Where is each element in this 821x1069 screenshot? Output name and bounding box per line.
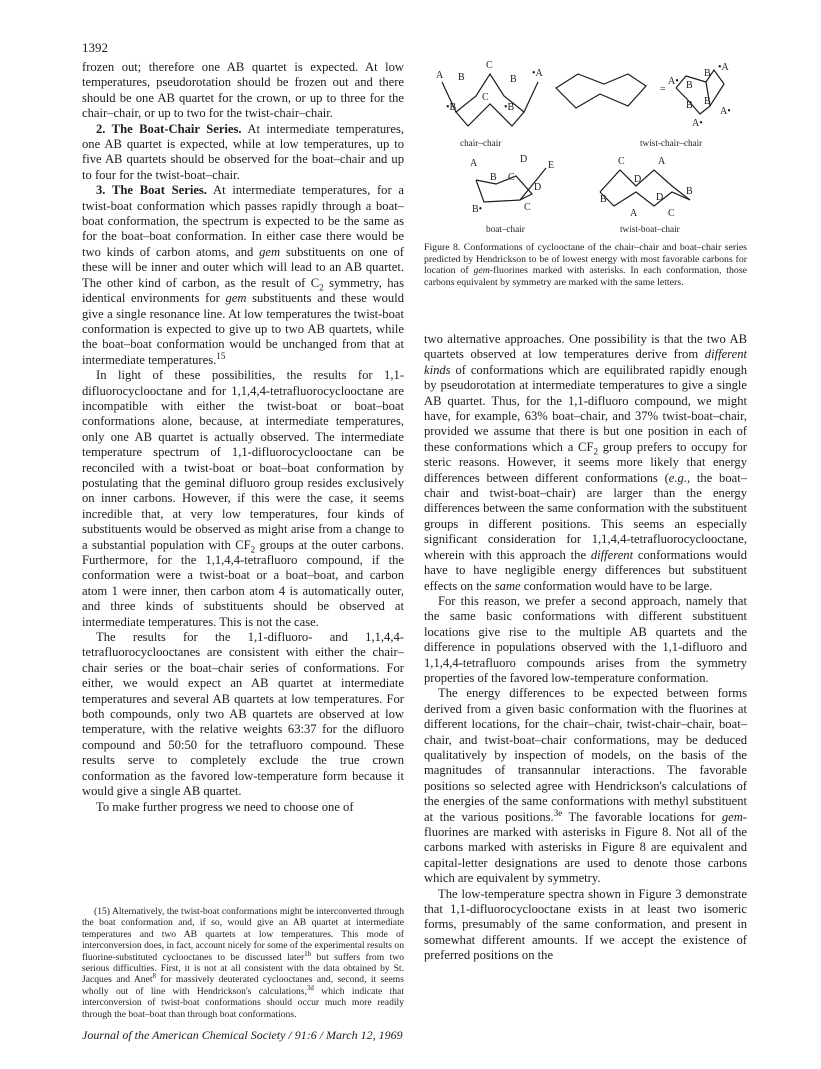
text-run: frozen out; therefore one AB quartet is expected. At low temperatures, pseudorotation should be frozen out and there should be one AB quartet for the crown, or up to three for the chair–chair, or up to two for the twist-chair–chair.	[82, 60, 404, 121]
equals-sign: =	[660, 84, 666, 95]
label-twist-boat-chair: twist-boat–chair	[620, 224, 680, 234]
text-run: different kinds	[424, 347, 747, 377]
text-run: of conformations which are equilibrated rapidly enough by pseudorotation at intermediate temperatures to give a single AB quartet. Thus, for the 1,1-difluoro compound, we might have, for example, 63% boat–chair, and 37% twist-boat–chair, provided we assume that there is but one position in each of these conformations which a CF	[424, 362, 747, 454]
text-run: substituents on one of these will be inner and outer which will lead to an AB quartet. The other kind of carbon, as the result of C	[82, 244, 404, 290]
text-run: group prefers to occupy for steric reasons. However, it seems more likely that energy differences between different conformations (	[424, 439, 747, 485]
footnote-text	[82, 906, 404, 1020]
text-run: for massively deuterated cyclooctanes and, second, it seems wholly out of line with Hendrickson's calculations,	[82, 974, 404, 997]
text-run: 3. The Boat Series.	[96, 183, 207, 198]
atom-label: •B	[446, 102, 457, 113]
paragraph	[82, 183, 404, 368]
text-run: -fluorines are marked with asterisks in Figure 8. Not all of the carbons marked with asterisks in Figure 8 are equivalent and capital-letter designations are used to denote those carbons which are equivalent by symmetry.	[424, 809, 747, 886]
atom-label: •A	[718, 62, 729, 73]
text-run: 3e	[553, 807, 563, 818]
page-number: 1392	[82, 40, 108, 55]
text-run: The energy differences to be expected between forms derived from a given basic conformation with the fluorines at different locations, for the chair–chair, twist-chair–chair, boat–chair, and twist-boat–chair conformations, may be deduced qualitatively by inspection of models, on the basis of the magnitudes of transannular interactions. The favorable positions so selected agree with Hendrickson's calculations of the energies of the same conformations with methyl substituent at the various positions.	[424, 686, 747, 824]
atom-label: C	[486, 60, 493, 71]
figure-caption	[424, 242, 747, 288]
atom-label: C	[508, 172, 515, 183]
atom-label: A	[470, 158, 478, 169]
paragraph	[82, 630, 404, 799]
text-run: 1b	[304, 950, 312, 958]
text-run: The favorable locations for	[562, 809, 722, 824]
atom-label: B	[686, 186, 693, 197]
text-run: The low-temperature spectra shown in Figure 3 demonstrate that 1,1-difluorocyclooctane exists in at least two isomeric forms, presumably of the same conformation, and present in somewhat different amounts. If we accept the existence of preferred positions on the	[424, 886, 747, 963]
text-run: conformations would have to have negligible energy differences but substituent effects on the	[424, 547, 747, 593]
twist-boat-chair-bond-2	[600, 192, 690, 206]
text-run: groups at the outer carbons. Furthermore, for the 1,1,4,4-tetrafluoro compound, if the conformation were a twist-boat or a boat–boat, and carbon atom 1 were inner, then carbon atom 4 is automatically outer, and three kinds of substituents should be observed at intermediate temperatures. This is not the case.	[82, 537, 404, 629]
twist-boat-chair-bond-1	[600, 170, 690, 200]
text-run: , the boat–chair and twist-boat–chair) are larger than the energy differences between the same conformation with the substituent groups in different positions. This seems an especially significant consideration for 1,1,4,4-tetrafluorocyclooctane, wherein with this approach the	[424, 470, 748, 562]
atom-label: •A	[532, 68, 543, 79]
text-run: 2	[593, 446, 598, 457]
atom-label: C	[482, 92, 489, 103]
text-run: 15	[216, 350, 226, 361]
atom-label: C	[668, 208, 675, 219]
text-run: At intermediate temperatures, one AB quartet is expected, while at low temperatures, up to five AB quartets should be observed for the boat–chair and up to four for the twist-boat–chair.	[82, 121, 404, 182]
journal-footer: Journal of the American Chemical Society / 91:6 / March 12, 1969	[82, 1028, 403, 1042]
text-run: gem	[473, 265, 490, 277]
figure-8	[424, 52, 747, 238]
atom-label: D	[520, 154, 528, 165]
text-run: 2	[250, 544, 256, 555]
atom-label: A•	[720, 106, 731, 117]
atom-label: B	[490, 172, 497, 183]
paragraph	[82, 368, 404, 630]
atom-label: E	[548, 160, 555, 171]
text-run: gem	[225, 291, 247, 306]
text-run: 2. The Boat-Chair Series.	[96, 121, 242, 136]
text-run: -fluorines marked with asterisks. In each conformation, those carbons equivalent by symmetry are marked with the same letters.	[424, 265, 747, 288]
text-run: gem	[259, 244, 281, 259]
right-column	[424, 332, 747, 964]
atom-label: A	[436, 70, 444, 81]
label-chair-chair: chair–chair	[460, 138, 502, 148]
atom-label: A	[630, 208, 638, 219]
text-run: In light of these possibilities, the results for 1,1-difluorocyclooctane and for 1,1,4,4-tetrafluorocyclooctane are incompatible with either the twist-boat or boat–boat conformations alone, because, at intermediate temperatures, only one AB quartet is actually observed. The intermediate temperature spectrum of 1,1-difluorocyclooctane can be reconciled with a twist-boat or boat–boat conformation by postulating that the geminal difluoro group resides exclusively on inner carbons. However, if this were the case, it seems incredible that, at very low temperatures, four kinds of substituents would be observed as might arise from a change to a substantial population with CF	[82, 368, 404, 552]
atom-label: B	[600, 194, 607, 205]
text-run: 3d	[306, 984, 314, 992]
paragraph	[82, 60, 404, 122]
label-boat-chair: boat–chair	[486, 224, 525, 234]
atom-label: A•	[668, 76, 679, 87]
atom-label: B•	[472, 204, 483, 215]
conformation-drawings	[424, 52, 747, 238]
chair-chair-bond-1	[442, 74, 538, 112]
text-run: conformation would have to be large.	[520, 578, 713, 593]
atom-label: B	[686, 100, 693, 111]
atom-label: •B	[504, 102, 515, 113]
text-run: different	[590, 547, 634, 562]
atom-label: B	[686, 80, 693, 91]
atom-label: B	[704, 96, 711, 107]
text-run: two alternative approaches. One possibility is that the two AB quartets observed at low temperatures derive from	[424, 332, 747, 362]
atom-label: D	[634, 174, 642, 185]
atom-label: B	[458, 72, 465, 83]
paragraph	[82, 122, 404, 184]
text-run: which indicate that interconversion of twist-boat conformations should occur much more readily through the boat–boat than through boat conformations.	[82, 985, 404, 1020]
text-run: 2	[319, 282, 324, 293]
text-run: gem	[721, 809, 743, 824]
text-run: (15) Alternatively, the twist-boat conformations might be interconverted through the boat conformation and, if so, would give an AB quartet at intermediate temperatures and two AB quartets at low temperatures. This mode of interconversion does, in fact, account nicely for some of the experimental results on fluorine-substituted cyclooctanes to be discussed later	[82, 906, 404, 963]
atom-label: A	[658, 156, 666, 167]
paragraph	[424, 887, 747, 964]
paragraph	[424, 332, 747, 594]
text-run: The results for the 1,1-difluoro- and 1,1,4,4-tetrafluorocyclooctanes are consistent with either the chair–chair series or the boat–chair series of conformations. For either, we would expect an AB quartet at intermediate temperatures and several AB quartets at low temperatures. For both compounds, only two AB quartets are observed at low temperature, with the relative weights 63:37 for the difluoro compound and 50:50 for the tetrafluoro compound. These results serve to completely exclude the true crown conformation as the favored low-temperature form because it would give a single AB quartet.	[82, 630, 404, 799]
text-run: e.g.	[668, 470, 687, 485]
text-run: same	[494, 578, 521, 593]
text-run: To make further progress we need to choose one of	[96, 799, 354, 814]
atom-label: C	[618, 156, 625, 167]
atom-label: B	[510, 74, 517, 85]
paragraph	[82, 800, 404, 815]
footnote-15	[82, 906, 404, 1020]
atom-label: A•	[692, 118, 703, 129]
text-run: 8	[152, 973, 156, 981]
atom-label: D	[534, 182, 542, 193]
left-column	[82, 60, 404, 815]
atom-label: B	[704, 68, 711, 79]
text-run: At intermediate temperatures, for a twist-boat conformation which passes rapidly through a boat–boat conformation, the spectrum is expected to be the same as for the boat–boat conformation. In either case there would be two kinds of carbon atoms, and	[82, 183, 404, 259]
twist-chair-chair-bonds	[676, 70, 724, 114]
crown-ring	[556, 74, 646, 108]
text-run: Figure 8. Conformations of cyclooctane of the chair–chair and boat–chair series predicted by Hendrickson to be of lowest energy with most favorable carbons for location of	[424, 242, 747, 277]
label-twist-chair-chair: twist-chair–chair	[640, 138, 703, 148]
text-run: but suffers from two serious difficulties. First, it is not at all consistent with the data obtained by St. Jacques and Anet	[82, 951, 404, 986]
text-run: substituents and these would give a single resonance line. At low temperatures the twist-boat conformation is expected to give up to two AB quartets, while the boat–boat conformation would be unchanged from that at intermediate temperatures.	[82, 291, 404, 367]
atom-label: D	[656, 192, 664, 203]
text-run: symmetry, has identical environments for	[82, 275, 404, 306]
atom-label: C	[524, 202, 531, 213]
text-run: For this reason, we prefer a second approach, namely that the same basic conformations with different substituent locations give rise to the multiple AB quartets and the difference in populations observed with the 1,1-difluoro and 1,1,4,4-tetrafluoro compounds arises from the symmetry properties of the favored low-temperature conformation.	[424, 593, 747, 685]
paragraph	[424, 686, 747, 886]
paragraph	[424, 594, 747, 686]
